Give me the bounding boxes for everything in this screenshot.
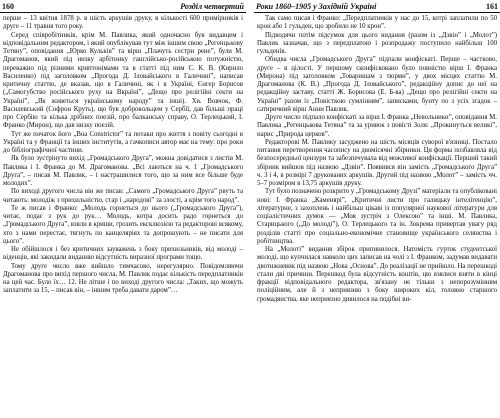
paragraph: Редакторові М. Павлику засуджено на шість місяців суворої в'язниці. Постало питання перетворення часопису на двомісячні збірники. Ця форма позбавляла від безпосередньої цензури та забезпечувала від можливої конфіскації. Перший такий збірник вийшов під назвою „Дзвін”. Появився він замість „Громадського Друга” ч. 3 і 4, в розмірі 7 друкованих аркушів. Другий під назвою „Молот” – замість чч. 5–7 розміром в 13,75 аркушів друку. <box>257 138 497 187</box>
right-running-head: Роки 1860–1905 у Західній Україні <box>256 2 377 11</box>
right-page <box>254 0 500 418</box>
page-gutter <box>248 0 252 418</box>
paragraph: Друге число підпало конфіскаті за вірш І. Франка „Невольники”, оповідання М. Павлика „Регенцькова Тетяна” та за уривок з повісті Золя: „Прокинуться великі”, нарис „Природа церков”. <box>257 114 497 138</box>
paragraph: Серед співробітників, крім М. Павлика, який одночасно був видавцем і відповідальним редактором, і який опублікував тут між іншим свою „Регенцькову Тетяну”, оповідання „Юрко Кульків” та вірш „Плачуть сестри рене”, були М. Драгоманов, який під низку арбітнику ганглійсько-російською потужністю, переважно під різними криптонімами та в статті під ним С. К. В. (Кирило Василенко) під заголовком „Прогода Д. Іловайського в Галичині”, написав критичну статтю, де вказав, що в Галичині, як і в Україні, Єнгер Борисов („Самогубство російського руху на Вкраїні”, „Дещо про релігійні секти на Україні”, „Як живеться українському народу” та інші). Хв. Вовчок, Ф. Василевський (Софрон Круть), що був добровольцем у Сербії, дав більші праці про Сербію та кілька дрібних поезій, про балканську справу, О. Терлецький, І. Франко (Мирон), що дав низку поезій. <box>3 31 243 130</box>
paragraph: Не обійшлося і без критичних зауважень з боку прихильників, від молоді – віденців, які закидали виданню відсутність виразної програми тощо. <box>3 246 243 262</box>
right-text-column <box>254 13 500 304</box>
paragraph: По виході другого числа він же писав: „Самого „Громадського Друга” рвуть та читають: молодіж з прихильністю, стар і „народові” за злості, а крім того народ”. <box>3 188 243 204</box>
paragraph: На „Молоті” видання збірок припинилося. Натомість гурток студентської молоді, що купчилася навколо цих записав на чолі з І. Франком, задумав видавати двотижневик під назвою „Нова „Основа”. До реалізації не прийшло. На перешкоді стали дві причини. Перешкод була відсутність коштів, цю взялися взяти в кінці фракції відповідального редактора, зв'язану не тільки з непорозумінням поліційним, але й з неприязню з боку широких кіл, головно старшого громадянства, яке неприязно дивилося на подібні ви- <box>257 246 497 303</box>
paragraph: Обидва числа „Громадського Друга” підпали конфіскаті. Перше – частково, друге – в цілості. У першому сконфісковано було повністю вірш І. Франка (Мирона) під заголовком „Товаришам з тюрми”, у двох місцях статтю М. Драгоманова (К. В.) „Прогода Д. Іловайського”, редакційну допис до неї на редакційну заставу, статті Ж. Борисова (Е. Б-ва) „Дещо про релігійні секти на Україні” разом із „Повісткою сумлінням”, записками, бунту по з усіх згадок – сатиричний вірш Анни Павлик. <box>257 56 497 113</box>
right-running-header <box>254 0 500 13</box>
paragraph: Те ж писав і Франко: „Молодь горнеться до нього („Громадського Друга”), читає, подає з рук до рук… Молодь, котра досить радо горнеться до „Громадського Друга”, взяли в криши, грозить ексклюзією та редакторові всякому, хто з нами перестає, тягнуть по канцеляріях та допрошують – не писати для цього”. <box>3 204 243 245</box>
paragraph: перше – 13 квітня 1878 р. в шість аркушів друку, в кількості 600 примірників і друге – 11 травня того року. <box>3 15 243 31</box>
left-text-column <box>0 13 246 296</box>
left-running-header <box>0 0 246 13</box>
left-page <box>0 0 246 418</box>
left-running-head: Розділ четвертий <box>180 2 244 11</box>
left-page-number: 160 <box>2 2 14 11</box>
paragraph: Як було зустрінуто вихід „Громадського Друга”, можна довідатися з листів М. Павлика і І. Франка до М. Драгоманова. „Всі лаються на ч. 1 „Громадського Друга”, – писав М. Павлик, – і настрашилися того, що за ним все більше буде молодих”. <box>3 155 243 187</box>
paragraph: Так само писав і Франко: „Передплатників у нас до 15, котрі заплатили по 50 крон або 1 гульден, що зробило не 10 крон”. <box>257 15 497 31</box>
paragraph: Тому друге число вже вийшло тимчасово, нерегулярно. Повідомляючи Драгоманова про вихід першого числа, М. Павлик подає кількість передплатників на цей час. Було їх… 12. Не літше і по виході другого числа: „Таких, що можуть заплатити за 15, – писав він, – іншим треба давати даром”… <box>3 262 243 295</box>
paragraph: Підводячи потім підсумок для цього видання (разом із „Дзвін” і „Молот”) Павлик зазначав, що з передплатою і розпродажу поступило найбільш 100 гульденів. <box>257 31 497 55</box>
paragraph: Тут же початок його „Boa Constrictor” та потаки про життя з повіту сьогодні в Україні та у Франції та інших інститутів, а гачкописи автор має на тему: про роки до бібліографічної частини. <box>3 130 243 154</box>
paragraph: Тут було позначено розкрито у „Громадському Друзі” матеріали та опубліковані нові: І. Франка „Каменярі”, „Критичні листи про галицьку інтелігенцію”, літературне, з захоплень і найбільш цікаві із популярної наукової літератури для соціалістичних думок — „Моя зустріч з Олексою” та інші. М. Павлика, Старицького („До молоді”), О. Терлецького та ін. Зокрема привертав увагу ряд розділів статті про соціально-економічне становище українського селянства і робітництва. <box>257 188 498 245</box>
right-page-number: 161 <box>486 2 498 11</box>
